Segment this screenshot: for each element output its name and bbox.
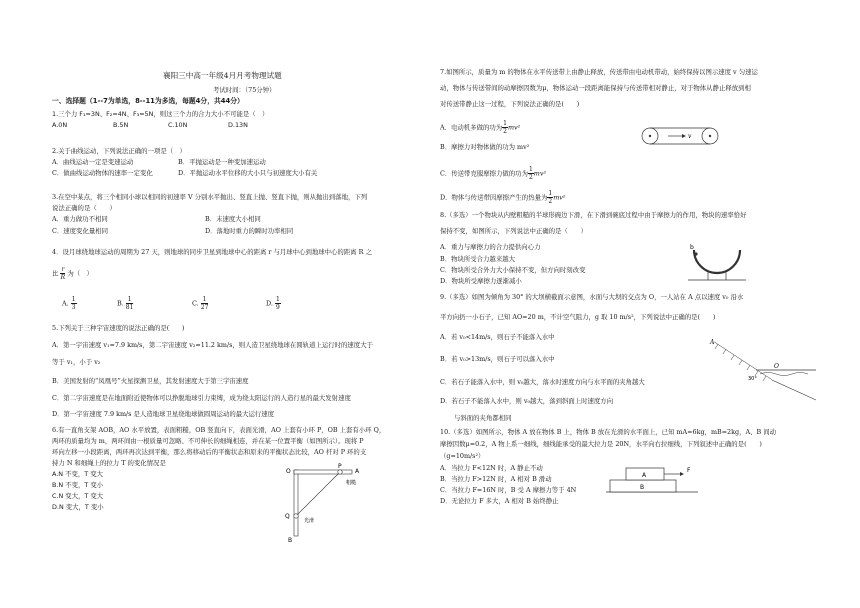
q4-option-c: C. $\frac{1}{27}$ [192, 296, 209, 311]
q9-label-o: O [774, 363, 779, 370]
q6-option-c: C.N 变大，T 变大 [52, 492, 104, 500]
q9-option-c: C．若石子能落入水中，则 v₀越大，落水时速度方向与水平面的夹角越大 [440, 378, 645, 386]
q6-frame-figure [282, 462, 372, 544]
q4-option-a: A. $\frac{1}{3}$ [62, 296, 76, 311]
q8-option-d: D．物块所受摩擦力逐渐减小 [440, 277, 522, 285]
q2-option-d: D．平抛运动水平位移的大小只与初速度大小有关 [178, 169, 318, 177]
q4-stem-1: 4．设月球绕地球运动的周期为 27 天，则地球的同步卫星到地球中心的距离 r 与月球中心到地球中心的距离 R 之 [52, 248, 372, 256]
q6-stem-1: 6.有一直角支架 AOB，AO 水平放置，表面粗糙，OB 竖直向下，表面光滑，AO 上套有小环 P，OB 上套有小环 Q， [52, 426, 386, 434]
q5-option-d: D．第一宇宙速度 7.9 km/s 是人造地球卫星绕地球做圆周运动的最大运行速度 [52, 410, 275, 418]
q6-label-a: A [355, 468, 360, 475]
exam-time: 考试时间：（75分钟） [213, 86, 276, 94]
q10-label-f: F [687, 467, 691, 474]
q9-label-angle: 30° [748, 376, 757, 382]
q7-stem-3: 对传送带静止这一过程，下列说法正确的是( ) [440, 100, 580, 108]
q6-option-b: B.N 不变，T 变小 [52, 481, 104, 489]
q6-label-o: O [286, 468, 291, 475]
q10-label-b: B [640, 484, 645, 491]
q5-option-b: B．美国发射的“凤凰号”火星探测卫星，其发射速度大于第三宇宙速度 [52, 377, 249, 385]
q2-option-c: C．做曲线运动物体的速率一定变化 [52, 169, 153, 177]
q7-conveyor-figure [640, 124, 720, 150]
q4-option-b: B. $\frac{1}{81}$ [117, 296, 134, 311]
q10-label-a: A [642, 472, 647, 479]
q7-stem-2: 动，物体与传送带间的动摩擦因数为μ，物体运动一段距离能保持与传送带相对静止，对于物体从静止释放到相 [440, 84, 751, 92]
q3-option-c: C．速度变化量相同 [52, 227, 109, 235]
q10-option-b: B．当拉力 F>12N 时，A 相对 B 滑动 [440, 475, 552, 483]
q10-option-a: A．当拉力 F<12N 时，A 静止不动 [440, 464, 543, 472]
q10-blocks-figure [604, 460, 700, 496]
q3-stem-2: 说法正确的是（ ） [52, 204, 116, 212]
q8-stem-1: 8.（多选）一个物块从内壁粗糙的半球形碗边下滑，在下滑到碗底过程中由于摩擦力的作用，物块的速率恰好 [440, 211, 747, 219]
q4-option-d: D. $\frac{1}{9}$ [266, 296, 280, 311]
q1-option-d: D.13N [228, 121, 248, 129]
q9-label-a: A [710, 339, 715, 346]
q8-label-b: b [690, 244, 694, 251]
q5-stem: 5.下列关于三种宇宙速度的说法正确的是( ) [52, 324, 185, 332]
q9-stem-1: 9.（多选）如图为倾角为 30° 的大坝横截面示意图，水面与大坝的交点为 O，一人站在 A 点以速度 v₀ 沿水 [440, 293, 744, 301]
q5-option-a-1: A．第一宇宙速度 v₁=7.9 km/s，第二宇宙速度 v₂=11.2 km/s，则人造卫星绕地球在圆轨道上运行时的速度大于 [52, 341, 373, 349]
q1-option-a: A.0N [52, 121, 68, 129]
q8-option-a: A．重力与摩擦力的合力提供向心力 [440, 243, 541, 251]
q6-option-a: A.N 不变，T 变大 [52, 470, 103, 478]
q5-option-c: C．第二宇宙速度是在地面附近使物体可以挣脱地球引力束缚，成为绕太阳运行的人造行星的最大发射速度 [52, 394, 351, 402]
q6-stem-4: 持力 N 和细绳上的拉力 T 的变化情况是 [52, 459, 166, 467]
q2-stem: 2.关于曲线运动，下列说法正确的一项是（ ） [52, 147, 186, 155]
q6-label-b: B [288, 537, 293, 544]
q3-option-b: B．末速度大小相同 [205, 215, 261, 223]
q6-label-smooth: 光滑 [304, 518, 315, 524]
q4-stem-2: 比 $\frac{r}{R}$ 为（ ） [52, 266, 93, 281]
q9-option-a: A．若 v₀<14m/s，则石子不能落入水中 [440, 333, 555, 341]
q1-stem: 1.三个力 F₁=3N、F₂=4N、F₃=5N，则这三个力的合力大小不可能是（ ） [52, 110, 269, 118]
q3-stem-1: 3.在空中某点，将三个相同小球以相同的初速率 V 分别水平抛出、竖直上抛、竖直下抛，则从抛出到落地，下列 [52, 193, 368, 201]
section-heading: 一、选择题（1--7为单选，8--11为多选，每题4分，共44分） [52, 97, 244, 105]
q6-label-p: P [338, 463, 342, 470]
q3-option-d: D．落地时重力的瞬时功率相同 [205, 227, 294, 235]
q6-label-rough: 粗糙 [346, 480, 357, 486]
q10-stem-3: （g=10m/s²） [440, 452, 485, 460]
q2-option-b: B．平抛运动是一种变加速运动 [178, 158, 266, 166]
q6-option-d: D.N 变大，T 变小 [52, 503, 104, 511]
q8-bowl-figure [686, 240, 748, 282]
q8-option-c: C．物块所受合外力大小保持不变，但方向时刻改变 [440, 266, 586, 274]
q9-dam-figure [708, 338, 820, 404]
q6-stem-3: 环向左移一小段距离，两环再次达到平衡，那么将移动后的平衡状态和原来的平衡状态比较，AO 杆对 P 环的支 [52, 448, 367, 456]
q9-option-b: B．若 v₀>13m/s，则石子可以落入水中 [440, 355, 555, 363]
q3-option-a: A．重力做功不相同 [52, 215, 108, 223]
q10-stem-2: 摩擦因数μ=0.2，A 物上系一细线，细线能承受的最大拉力是 20N，水平向右拉细线，下列叙述中正确的是( ) [440, 440, 762, 448]
q5-option-a-2: 等于 v₁，小于 v₂ [52, 358, 101, 366]
q1-option-c: C.10N [168, 121, 188, 129]
q7-option-b: B．摩擦力对物体做的功为 mv² [440, 143, 530, 151]
q7-option-c: C．传送带克服摩擦力做的功为 $\frac{1}{2}$ mv² [440, 166, 547, 181]
exam-title: 襄阳三中高一年级4月月考物理试题 [163, 71, 282, 80]
q9-option-d-2: 与斜面的夹角都相同 [454, 414, 512, 422]
q10-option-d: D．无论拉力 F 多大，A 相对 B 始终静止 [440, 497, 559, 505]
q8-stem-2: 保持不变，如图所示，下列说法中正确的是（ ） [440, 227, 587, 235]
q7-option-a: A．电动机多做的功为 $\frac{1}{2}$ mv² [440, 120, 521, 135]
q1-option-b: B.5N [113, 121, 129, 129]
q8-option-b: B．物块所受合力越来越大 [440, 255, 515, 263]
q7-option-d: D．物体与传送带因摩擦产生的热量为 $\frac{1}{2}$ mv² [440, 190, 566, 205]
q6-label-q: Q [285, 513, 290, 520]
q2-option-a: A．曲线运动一定是变速运动 [52, 158, 134, 166]
q6-stem-2: 两环的质量均为 m，两环间由一根质量可忽略、不可伸长的细绳相连，并在某一位置平衡（如图所示）。现将 P [52, 437, 364, 445]
q7-stem-1: 7.如图所示，质量为 m 的物体在水平传送带上由静止释放，传送带由电动机带动，始终保持以图示速度 v 匀速运 [440, 68, 758, 76]
q10-option-c: C．当拉力 F=16N 时，B 受 A 摩擦力等于 4N [440, 486, 577, 494]
q10-stem-1: 10.（多选）如图所示，物体 A 放在物体 B 上，物体 B 放在光滑的水平面上，已知 mA=6kg，mB=2kg，A、B 间动 [440, 428, 776, 436]
q4-ratio-fraction: $\frac{r}{R}$ [60, 266, 66, 281]
q9-option-d-1: D．若石子不能落入水中，则 v₀越大，落到斜面上时速度方向 [440, 397, 614, 405]
q9-stem-2: 平方向扔一小石子，已知 AO=20 m，不计空气阻力，g 取 10 m/s²，下列说法中正确的是( ) [440, 313, 716, 321]
q7-velocity-label: v [688, 133, 692, 140]
